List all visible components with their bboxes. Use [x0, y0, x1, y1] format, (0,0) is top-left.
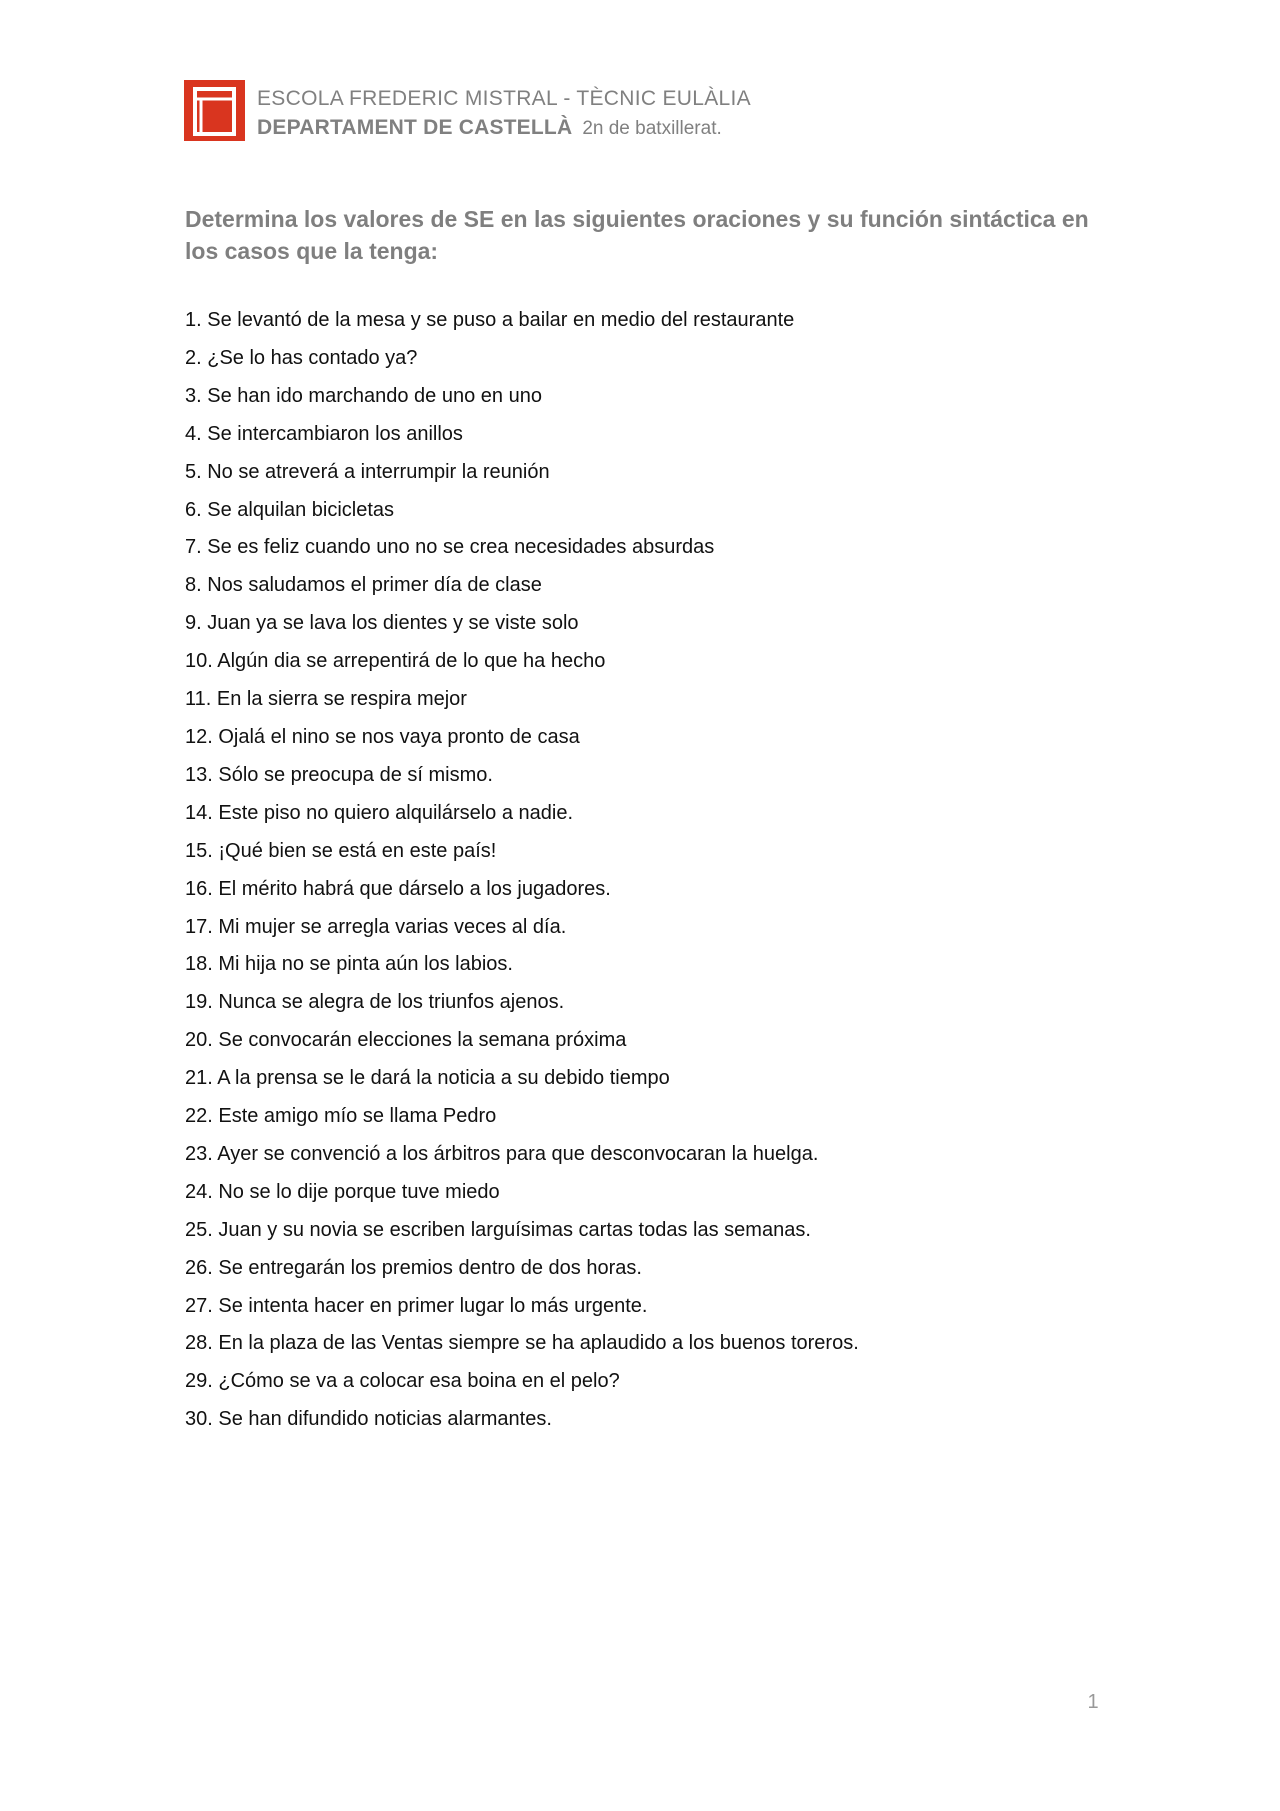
sentence-item: 16. El mérito habrá que dárselo a los jugadores. [185, 877, 611, 900]
exercise-instruction: Determina los valores de SE en las siguientes oraciones y su función sintáctica en los casos que la tenga: [185, 206, 1089, 264]
sentence-item: 1. Se levantó de la mesa y se puso a bailar en medio del restaurante [185, 309, 795, 331]
header-text [257, 86, 751, 142]
sentence-item: 3. Se han ido marchando de uno en uno [185, 384, 542, 407]
sentence-item: 18. Mi hija no se pinta aún los labios. [185, 953, 513, 976]
sentence-item: 30. Se han difundido noticias alarmantes. [185, 1408, 552, 1431]
sentence-item: 6. Se alquilan bicicletas [185, 498, 395, 521]
sentence-item: 20. Se convocarán elecciones la semana próxima [185, 1029, 627, 1052]
school-name: ESCOLA FREDERIC MISTRAL - TÈCNIC EULÀLIA [257, 87, 751, 110]
department-name: DEPARTAMENT DE CASTELLÀ [257, 116, 573, 139]
sentence-item: 11. En la sierra se respira mejor [185, 688, 467, 711]
page-header [184, 80, 1084, 152]
sentence-item: 7. Se es feliz cuando uno no se crea necesidades absurdas [185, 536, 715, 559]
sentence-list [185, 302, 859, 1439]
sentence-item: 4. Se intercambiaron los anillos [185, 422, 463, 445]
sentence-item: 2. ¿Se lo has contado ya? [185, 346, 418, 369]
sentence-item: 26. Se entregarán los premios dentro de dos horas. [185, 1256, 642, 1279]
sentence-item: 28. En la plaza de las Ventas siempre se ha aplaudido a los buenos toreros. [185, 1332, 859, 1355]
book-logo-icon [184, 80, 245, 141]
sentence-item: 17. Mi mujer se arregla varias veces al día. [185, 915, 567, 938]
sentence-item: 8. Nos saludamos el primer día de clase [185, 574, 542, 597]
sentence-item: 25. Juan y su novia se escriben larguísimas cartas todas las semanas. [185, 1218, 811, 1241]
sentence-item: 24. No se lo dije porque tuve miedo [185, 1180, 500, 1203]
sentence-item: 13. Sólo se preocupa de sí mismo. [185, 763, 493, 786]
sentence-item: 12. Ojalá el nino se nos vaya pronto de casa [185, 725, 580, 748]
sentence-item: 22. Este amigo mío se llama Pedro [185, 1105, 497, 1128]
page-number: 1 [1087, 1691, 1099, 1713]
sentence-item: 15. ¡Qué bien se está en este país! [185, 839, 497, 862]
sentence-item: 5. No se atreverá a interrumpir la reunión [185, 460, 550, 483]
sentence-item: 19. Nunca se alegra de los triunfos ajenos. [185, 991, 565, 1014]
course-label: 2n de batxillerat. [582, 118, 722, 139]
sentence-item: 23. Ayer se convenció a los árbitros para que desconvocaran la huelga. [185, 1142, 819, 1165]
sentence-item: 10. Algún dia se arrepentirá de lo que ha hecho [185, 650, 606, 673]
sentence-item: 14. Este piso no quiero alquilárselo a nadie. [185, 801, 574, 824]
sentence-item: 21. A la prensa se le dará la noticia a su debido tiempo [185, 1067, 670, 1090]
sentence-item: 27. Se intenta hacer en primer lugar lo más urgente. [185, 1294, 648, 1317]
sentence-item: 29. ¿Cómo se va a colocar esa boina en el pelo? [185, 1370, 620, 1393]
department-line [257, 115, 751, 142]
sentence-item: 9. Juan ya se lava los dientes y se viste solo [185, 612, 579, 635]
